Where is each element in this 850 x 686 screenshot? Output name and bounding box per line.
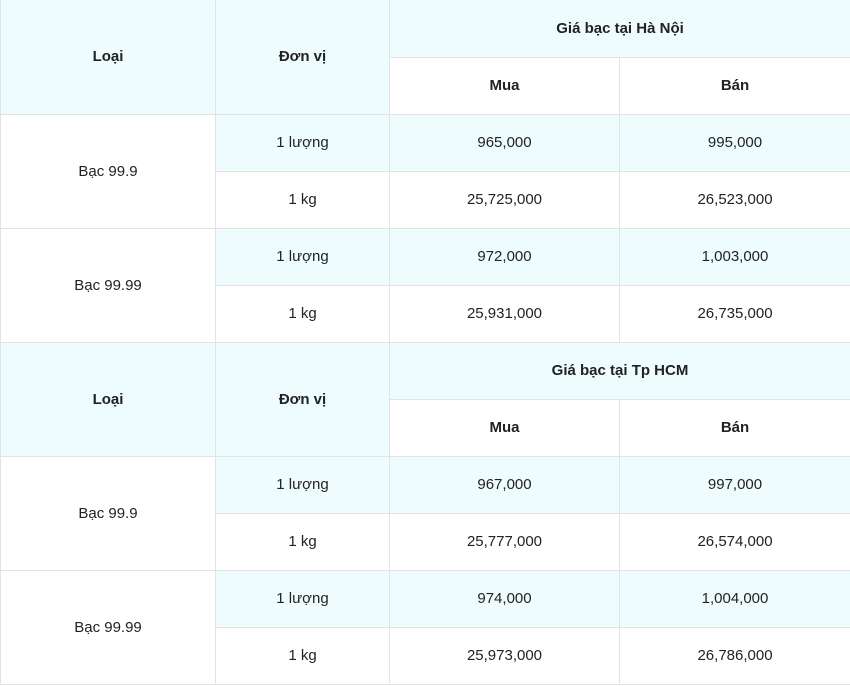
section-header-row [1,342,850,399]
unit-cell: 1 kg [216,171,390,228]
sell-price-cell: 26,574,000 [620,513,850,570]
header-sell: Bán [620,57,850,114]
header-type: Loại [1,342,216,456]
unit-cell: 1 kg [216,285,390,342]
header-sell: Bán [620,399,850,456]
sell-price-cell: 26,735,000 [620,285,850,342]
buy-price-cell: 965,000 [390,114,620,171]
sell-price-cell: 26,786,000 [620,627,850,684]
silver-type-cell: Bạc 99.9 [1,114,216,228]
buy-price-cell: 972,000 [390,228,620,285]
table-row [1,114,850,171]
sell-price-cell: 1,003,000 [620,228,850,285]
buy-price-cell: 974,000 [390,570,620,627]
table-row [1,570,850,627]
table-row [1,228,850,285]
unit-cell: 1 kg [216,513,390,570]
unit-cell: 1 lượng [216,570,390,627]
buy-price-cell: 25,931,000 [390,285,620,342]
unit-cell: 1 kg [216,627,390,684]
sell-price-cell: 997,000 [620,456,850,513]
section-header-row [1,0,850,57]
silver-type-cell: Bạc 99.99 [1,570,216,684]
header-unit: Đơn vị [216,342,390,456]
buy-price-cell: 25,777,000 [390,513,620,570]
silver-type-cell: Bạc 99.99 [1,228,216,342]
table-row [1,456,850,513]
sell-price-cell: 1,004,000 [620,570,850,627]
header-buy: Mua [390,399,620,456]
silver-type-cell: Bạc 99.9 [1,456,216,570]
header-type: Loại [1,0,216,114]
unit-cell: 1 lượng [216,456,390,513]
header-region: Giá bạc tại Tp HCM [390,342,850,399]
sell-price-cell: 26,523,000 [620,171,850,228]
header-buy: Mua [390,57,620,114]
buy-price-cell: 25,973,000 [390,627,620,684]
unit-cell: 1 lượng [216,114,390,171]
buy-price-cell: 967,000 [390,456,620,513]
buy-price-cell: 25,725,000 [390,171,620,228]
sell-price-cell: 995,000 [620,114,850,171]
header-unit: Đơn vị [216,0,390,114]
header-region: Giá bạc tại Hà Nội [390,0,850,57]
unit-cell: 1 lượng [216,228,390,285]
